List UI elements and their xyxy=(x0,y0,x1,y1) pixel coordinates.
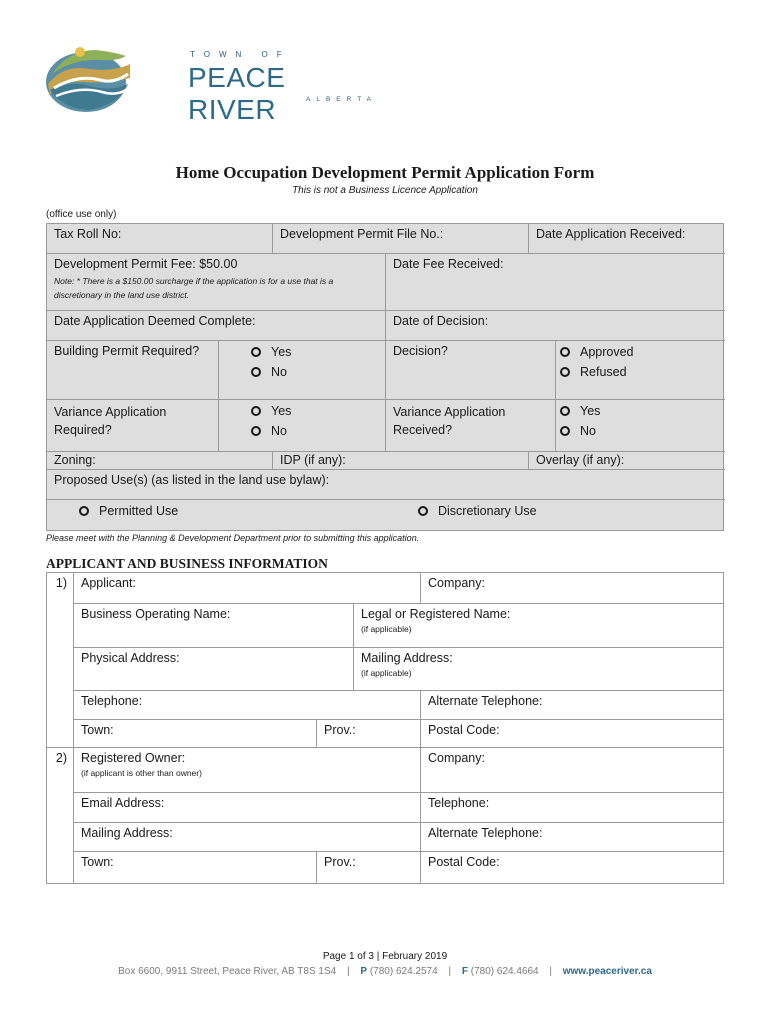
owner-note: (if applicant is other than owner) xyxy=(81,768,202,778)
proposed-use-label: Proposed Use(s) (as listed in the land use bylaw): xyxy=(47,470,725,500)
building-permit-label: Building Permit Required? xyxy=(47,341,219,400)
decision-label: Decision? xyxy=(386,341,556,400)
town-field[interactable]: Town: xyxy=(74,720,317,748)
radio-icon xyxy=(560,367,570,377)
building-permit-options xyxy=(219,341,386,400)
telephone-field[interactable]: Telephone: xyxy=(74,691,421,720)
variance-required-no-radio[interactable]: No xyxy=(251,424,287,438)
footer-phone-label: P xyxy=(360,966,368,977)
file-no-field[interactable]: Development Permit File No.: xyxy=(273,224,529,254)
if-applicable-note: (if applicable) xyxy=(361,624,412,634)
radio-icon xyxy=(251,406,261,416)
prov-field[interactable]: Prov.: xyxy=(317,720,421,748)
radio-icon xyxy=(251,367,261,377)
zoning-field[interactable]: Zoning: xyxy=(47,452,273,470)
applicant-table xyxy=(46,572,724,884)
mailing-address-field[interactable]: Mailing Address: (if applicable) xyxy=(354,648,723,691)
owner-telephone-field[interactable]: Telephone: xyxy=(421,793,723,823)
form-subtitle: This is not a Business Licence Application xyxy=(292,185,478,196)
date-fee-field[interactable]: Date Fee Received: xyxy=(386,254,725,311)
overlay-field[interactable]: Overlay (if any): xyxy=(529,452,725,470)
logo-province: ALBERTA xyxy=(306,96,378,103)
section-number-2: 2) xyxy=(55,751,67,765)
legal-name-field[interactable]: Legal or Registered Name: (if applicable) xyxy=(354,604,723,648)
section-divider xyxy=(47,747,73,748)
fee-field[interactable] xyxy=(47,254,386,311)
logo-name: PEACE RIVER xyxy=(188,62,286,125)
variance-received-no-radio[interactable]: No xyxy=(560,424,596,438)
variance-received-yes-radio[interactable]: Yes xyxy=(560,404,600,418)
variance-required-options xyxy=(219,400,386,452)
company-field[interactable]: Company: xyxy=(421,573,723,604)
peace-river-logo xyxy=(44,40,378,125)
footer-address: Box 6600, 9911 Street, Peace River, AB T8S 1S4 xyxy=(118,966,337,977)
footer-separator: | xyxy=(448,966,452,977)
radio-icon xyxy=(560,426,570,436)
deemed-complete-field[interactable]: Date Application Deemed Complete: xyxy=(47,311,386,341)
radio-icon xyxy=(418,506,428,516)
contact-footer xyxy=(0,966,770,977)
footer-separator: | xyxy=(346,966,350,977)
footer-fax-label: F xyxy=(461,966,468,977)
date-received-field[interactable]: Date Application Received: xyxy=(529,224,725,254)
radio-icon xyxy=(560,347,570,357)
applicant-section-heading: APPLICANT AND BUSINESS INFORMATION xyxy=(46,556,328,571)
owner-alt-telephone-field[interactable]: Alternate Telephone: xyxy=(421,823,723,852)
alt-telephone-field[interactable]: Alternate Telephone: xyxy=(421,691,723,720)
owner-company-field[interactable]: Company: xyxy=(421,748,723,793)
variance-required-label: Variance Application Required? xyxy=(47,400,219,452)
fee-label: Development Permit Fee: $50.00 xyxy=(54,257,238,271)
owner-town-field[interactable]: Town: xyxy=(74,852,317,883)
page-footer: Page 1 of 3 | February 2019 xyxy=(322,951,448,962)
owner-prov-field[interactable]: Prov.: xyxy=(317,852,421,883)
meet-note: Please meet with the Planning & Development Department prior to submitting this application. xyxy=(46,533,420,543)
variance-required-yes-radio[interactable]: Yes xyxy=(251,404,291,418)
permitted-use-radio[interactable]: Permitted Use xyxy=(79,504,178,518)
decision-refused-radio[interactable]: Refused xyxy=(560,365,627,379)
logo-town-of: TOWN OF xyxy=(190,50,291,59)
footer-phone: (780) 624.2574 xyxy=(369,966,438,977)
radio-icon xyxy=(79,506,89,516)
registered-owner-field[interactable]: Registered Owner: (if applicant is other than owner) xyxy=(74,748,421,793)
footer-separator: | xyxy=(549,966,552,977)
postal-code-field[interactable]: Postal Code: xyxy=(421,720,723,748)
building-permit-no-radio[interactable]: No xyxy=(251,365,287,379)
decision-approved-radio[interactable]: Approved xyxy=(560,345,634,359)
business-name-field[interactable]: Business Operating Name: xyxy=(74,604,354,648)
form-title: Home Occupation Development Permit Application Form xyxy=(175,163,595,182)
applicant-field[interactable]: Applicant: xyxy=(74,573,421,604)
building-permit-yes-radio[interactable]: Yes xyxy=(251,345,291,359)
logo-emblem-icon xyxy=(44,44,134,114)
if-applicable-note: (if applicable) xyxy=(361,668,412,678)
date-decision-field[interactable]: Date of Decision: xyxy=(386,311,725,341)
owner-mailing-address-field[interactable]: Mailing Address: xyxy=(74,823,421,852)
radio-icon xyxy=(251,426,261,436)
footer-website-link[interactable]: www.peaceriver.ca xyxy=(562,966,652,977)
radio-icon xyxy=(251,347,261,357)
idp-field[interactable]: IDP (if any): xyxy=(273,452,529,470)
email-field[interactable]: Email Address: xyxy=(74,793,421,823)
footer-fax: (780) 624.4664 xyxy=(470,966,539,977)
discretionary-use-radio[interactable]: Discretionary Use xyxy=(418,504,537,518)
tax-roll-field[interactable]: Tax Roll No: xyxy=(47,224,273,254)
physical-address-field[interactable]: Physical Address: xyxy=(74,648,354,691)
radio-icon xyxy=(560,406,570,416)
section-number-1: 1) xyxy=(55,576,67,590)
fee-note: Note: * There is a $150.00 surcharge if the application is for a use that is a discretionary in the land use district. xyxy=(54,276,334,300)
office-use-label: (office use only) xyxy=(46,209,117,220)
owner-postal-code-field[interactable]: Postal Code: xyxy=(428,855,500,869)
office-use-table xyxy=(46,223,724,531)
variance-received-label: Variance Application Received? xyxy=(386,400,556,452)
